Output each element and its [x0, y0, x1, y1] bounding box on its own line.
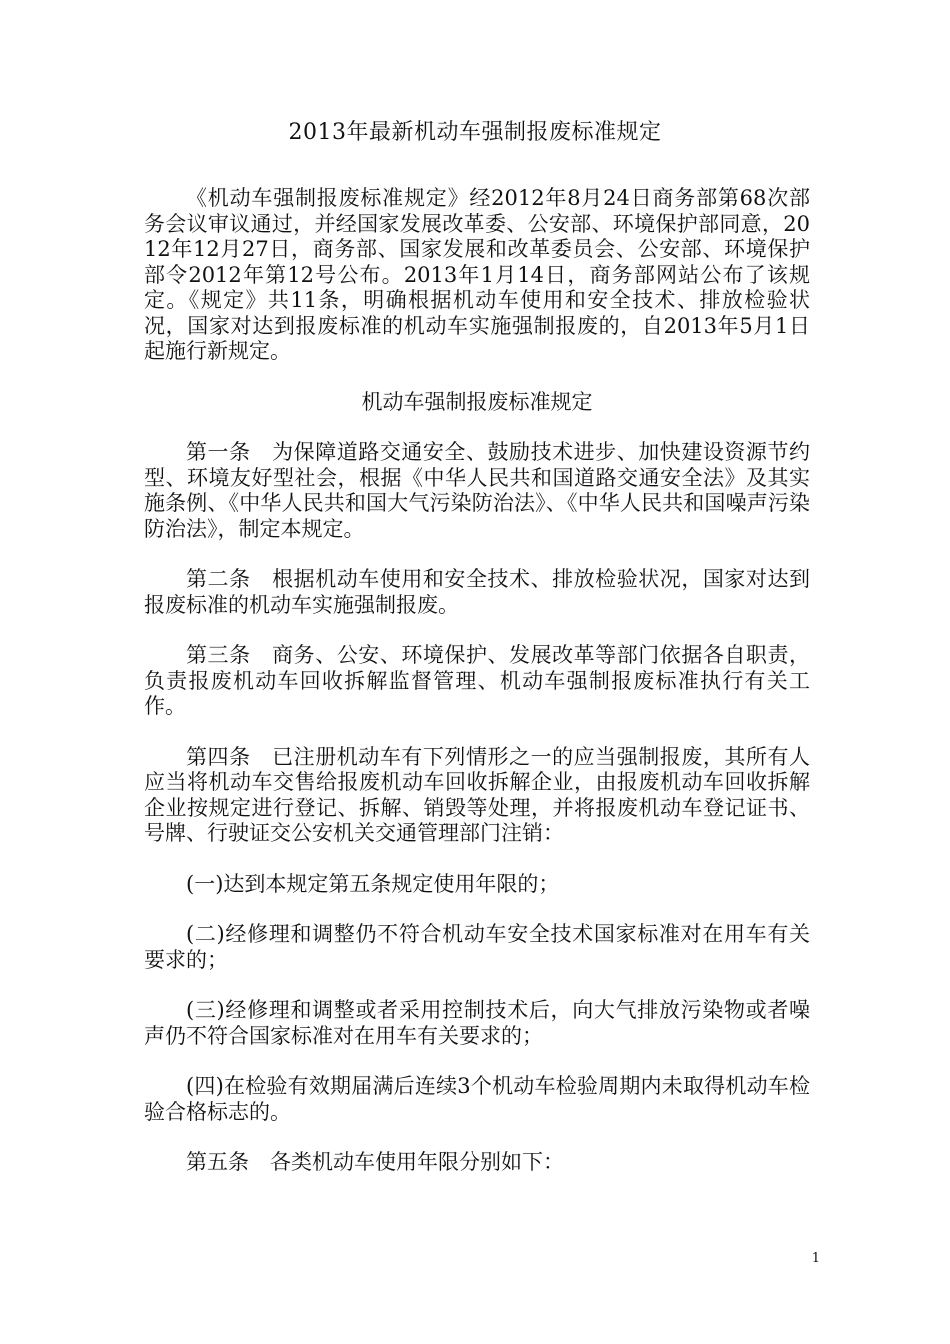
article-5 — [144, 1150, 810, 1176]
list-item-1: (一)达到本规定第五条规定使用年限的； — [186, 871, 560, 896]
article-text: 根据机动车使用和安全技术、排放检验状况，国家对达到报废标准的机动车实施强制报废。 — [144, 567, 810, 617]
intro-paragraph: 《机动车强制报废标准规定》经2012年8月24日商务部第68次部务会议审议通过，并经国家发展改革委、公安部、环境保护部同意，2012年12月27日，商务部、国家发展和改革委员会、公安部、环境保护部令2012年第12号公布。2013年1月14日，商务部网站公布了该规定。《规定》共11条，明确根据机动车使用和安全技术、排放检验状况，国家对达到报废标准的机动车实施强制报废的，自2013年5月1日起施行新规定。 — [144, 186, 810, 363]
article-label: 第四条 — [186, 744, 251, 769]
article-3 — [144, 643, 810, 720]
document-body — [144, 186, 810, 1201]
article-2 — [144, 567, 810, 618]
document-title: 2013年最新机动车强制报废标准规定 — [288, 120, 662, 145]
article-text: 商务、公安、环境保护、发展改革等部门依据各自职责，负责报废机动车回收拆解监督管理、机动车强制报废标准执行有关工作。 — [144, 643, 810, 718]
article-text: 已注册机动车有下列情形之一的应当强制报废，其所有人应当将机动车交售给报废机动车回收拆解企业，由报废机动车回收拆解企业按规定进行登记、拆解、销毁等处理，并将报废机动车登记证书、号牌、行驶证交公安机关交通管理部门注销： — [144, 744, 810, 845]
article-4 — [144, 745, 810, 847]
article-label: 第五条 — [186, 1150, 249, 1174]
article-label: 第一条 — [186, 440, 251, 464]
article-text: 各类机动车使用年限分别如下： — [270, 1150, 564, 1174]
list-item-3: (三)经修理和调整或者采用控制技术后，向大气排放污染物或者噪声仍不符合国家标准对在用车有关要求的； — [144, 998, 810, 1048]
page-number: 1 — [811, 1251, 820, 1266]
section-title: 机动车强制报废标准规定 — [361, 389, 593, 414]
article-1 — [144, 440, 810, 542]
article-label: 第三条 — [186, 643, 251, 667]
article-label: 第二条 — [186, 567, 251, 591]
list-item-2: (二)经修理和调整仍不符合机动车安全技术国家标准对在用车有关要求的； — [144, 922, 810, 972]
article-text: 为保障道路交通安全、鼓励技术进步、加快建设资源节约型、环境友好型社会，根据《中华人民共和国道路交通安全法》及其实施条例、《中华人民共和国大气污染防治法》、《中华人民共和国噪声污染防治法》，制定本规定。 — [144, 440, 810, 541]
list-item-4: (四)在检验有效期届满后连续3个机动车检验周期内未取得机动车检验合格标志的。 — [144, 1074, 810, 1124]
